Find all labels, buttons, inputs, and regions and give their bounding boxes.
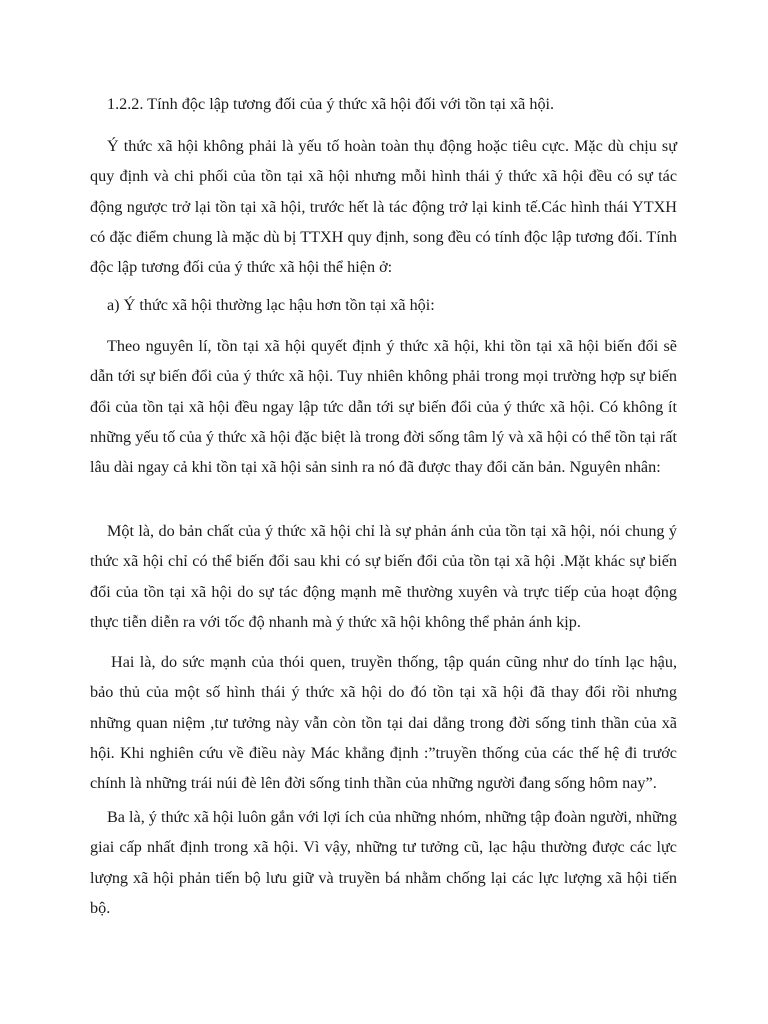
subheading-a: a) Ý thức xã hội thường lạc hậu hơn tồn tại xã hội: [107,296,435,314]
paragraph-reason-two: Hai là, do sức mạnh của thói quen, truyền thống, tập quán cũng như do tính lạc hậu, bảo thủ của một số hình thái ý thức xã hội do đó tồn tại xã hội đã thay đổi rồi nhưng những quan niệm ,tư tưởng này vẫn còn tồn tại dai dẳng trong đời sống tinh thần của xã hội. Khi nghiên cứu về điều này Mác khẳng định :”truyền thống của các thế hệ đi trước chính là những trái núi đè lên đời sống tinh thần của những người đang sống hôm nay”. [90,653,677,793]
paragraph-reason-one: Một là, do bản chất của ý thức xã hội chỉ là sự phản ánh của tồn tại xã hội, nói chung ý thức xã hội chỉ có thể biến đổi sau khi có sự biến đổi của tồn tại xã hội .Mặt khác sự biến đổi của tồn tại xã hội do sự tác động mạnh mẽ thường xuyên và trực tiếp của hoạt động thực tiễn diễn ra với tốc độ nhanh mà ý thức xã hội không thể phản ánh kịp. [90,522,677,631]
section-heading: 1.2.2. Tính độc lập tương đối của ý thức xã hội đối với tồn tại xã hội. [107,95,555,113]
paragraph-intro: Ý thức xã hội không phải là yếu tố hoàn toàn thụ động hoặc tiêu cực. Mặc dù chịu sự quy định và chi phối của tồn tại xã hội nhưng mỗi hình thái ý thức xã hội đều có sự tác động ngược trở lại tồn tại xã hội, trước hết là tác động trở lại kinh tế.Các hình thái YTXH có đặc điểm chung là mặc dù bị TTXH quy định, song đều có tính độc lập tương đối. Tính độc lập tương đối của ý thức xã hội thể hiện ở: [90,137,677,277]
paragraph-reason-three: Ba là, ý thức xã hội luôn gắn với lợi ích của những nhóm, những tập đoàn người, những giai cấp nhất định trong xã hội. Vì vậy, những tư tưởng cũ, lạc hậu thường được các lực lượng xã hội phản tiến bộ lưu giữ và truyền bá nhằm chống lại các lực lượng xã hội tiến bộ. [90,808,677,917]
paragraph-principle: Theo nguyên lí, tồn tại xã hội quyết định ý thức xã hội, khi tồn tại xã hội biến đổi sẽ dẫn tới sự biến đổi của ý thức xã hội. Tuy nhiên không phải trong mọi trường hợp sự biến đổi của tồn tại xã hội đều ngay lập tức dẫn tới sự biến đổi của ý thức xã hội. Có không ít những yếu tố của ý thức xã hội đặc biệt là trong đời sống tâm lý và xã hội có thể tồn tại rất lâu dài ngay cả khi tồn tại xã hội sản sinh ra nó đã được thay đổi căn bản. Nguyên nhân: [90,337,677,477]
